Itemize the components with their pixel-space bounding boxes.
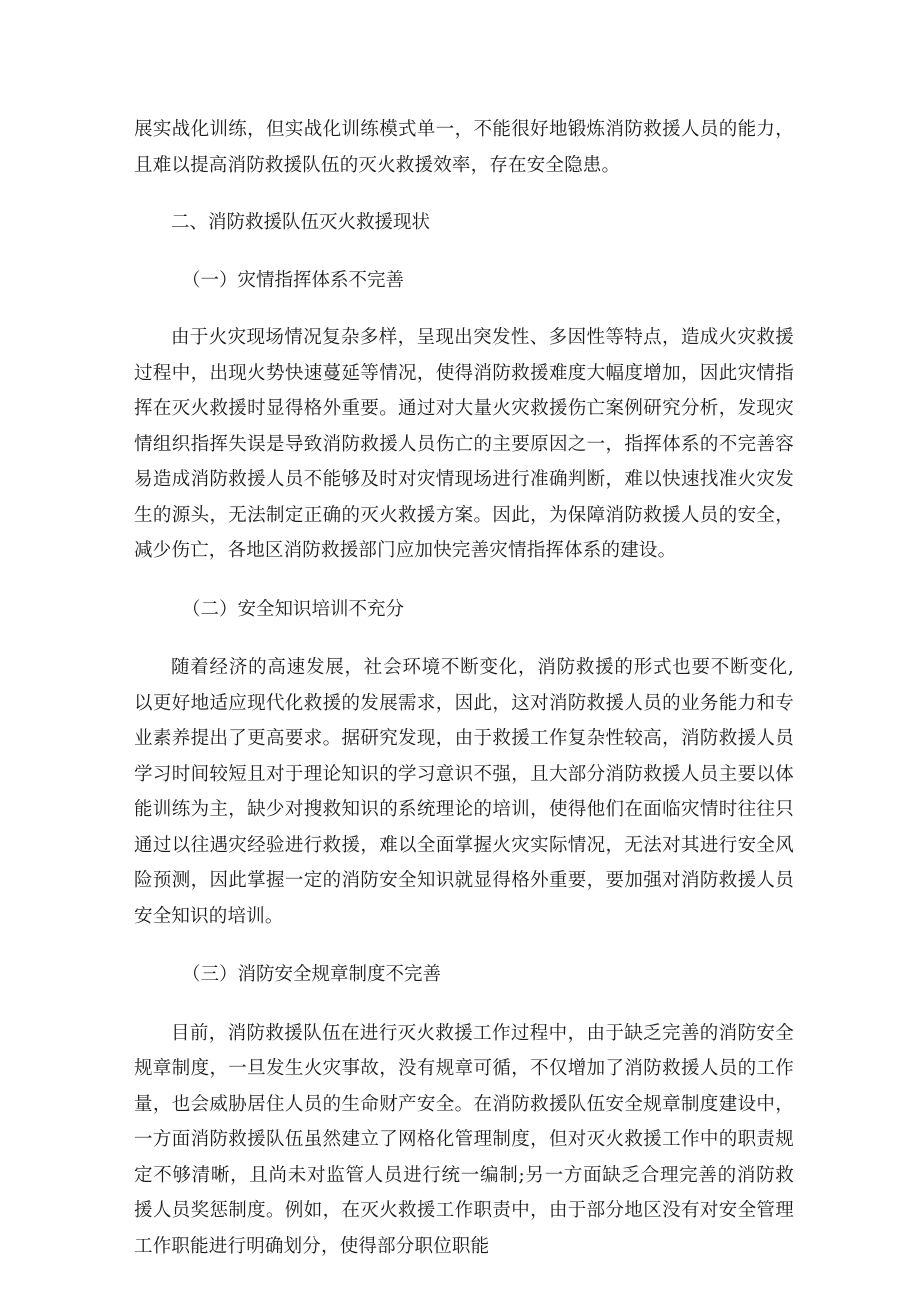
- paragraph-regulations: 目前，消防救援队伍在进行灭火救援工作过程中，由于缺乏完善的消防安全规章制度，一旦发生火灾事故，没有规章可循，不仅增加了消防救援人员的工作量，也会威胁居住人员的生命财产安全。在消防救援队伍安全规章制度建设中，一方面消防救援队伍虽然建立了网格化管理制度，但对灭火救援工作中的职责规定不够清晰，且尚未对监管人员进行统一编制;另一方面缺乏合理完善的消防救援人员奖惩制度。例如，在灭火救援工作职责中，由于部分地区没有对安全管理工作职能进行明确划分，使得部分职位职能: [134, 1022, 794, 1257]
- subsection-heading-1: （一）灾情指挥体系不完善: [182, 269, 405, 291]
- paragraph-continuation: 展实战化训练，但实战化训练模式单一，不能很好地锻炼消防救援人员的能力，且难以提高消防救援队伍的灭火救援效率，存在安全隐患。: [134, 119, 794, 176]
- paragraph-command-system: 由于火灾现场情况复杂多样，呈现出突发性、多因性等特点，造成火灾救援过程中，出现火势快速蔓延等情况，使得消防救援难度大幅度增加，因此灾情指挥在灭火救援时显得格外重要。通过对大量火灾救援伤亡案例研究分析，发现灾情组织指挥失误是导致消防救援人员伤亡的主要原因之一，指挥体系的不完善容易造成消防救援人员不能够及时对灾情现场进行准确判断，难以快速找准火灾发生的源头，无法制定正确的灭火救援方案。因此，为保障消防救援人员的安全，减少伤亡，各地区消防救援部门应加快完善灾情指挥体系的建设。: [134, 327, 794, 561]
- subsection-heading-2: （二）安全知识培训不充分: [182, 598, 405, 620]
- subsection-heading-3: （三）消防安全规章制度不完善: [182, 964, 442, 985]
- paragraph-safety-training: 随着经济的高速发展，社会环境不断变化，消防救援的形式也要不断变化,以更好地适应现代化救援的发展需求，因此，这对消防救援人员的业务能力和专业素养提出了更高要求。据研究发现，由于救援工作复杂性较高，消防救援人员学习时间较短且对于理论知识的学习意识不强，且大部分消防救援人员主要以体能训练为主，缺少对搜救知识的系统理论的培训，使得他们在面临灾情时往往只通过以往遇灾经验进行救援，难以全面掌握火灾实际情况，无法对其进行安全风险预测，因此掌握一定的消防安全知识就显得格外重要，要加强对消防救援人员安全知识的培训。: [134, 657, 794, 927]
- section-heading: 二、消防救援队伍灭火救援现状: [171, 212, 431, 233]
- document-page: [134, 112, 794, 1264]
